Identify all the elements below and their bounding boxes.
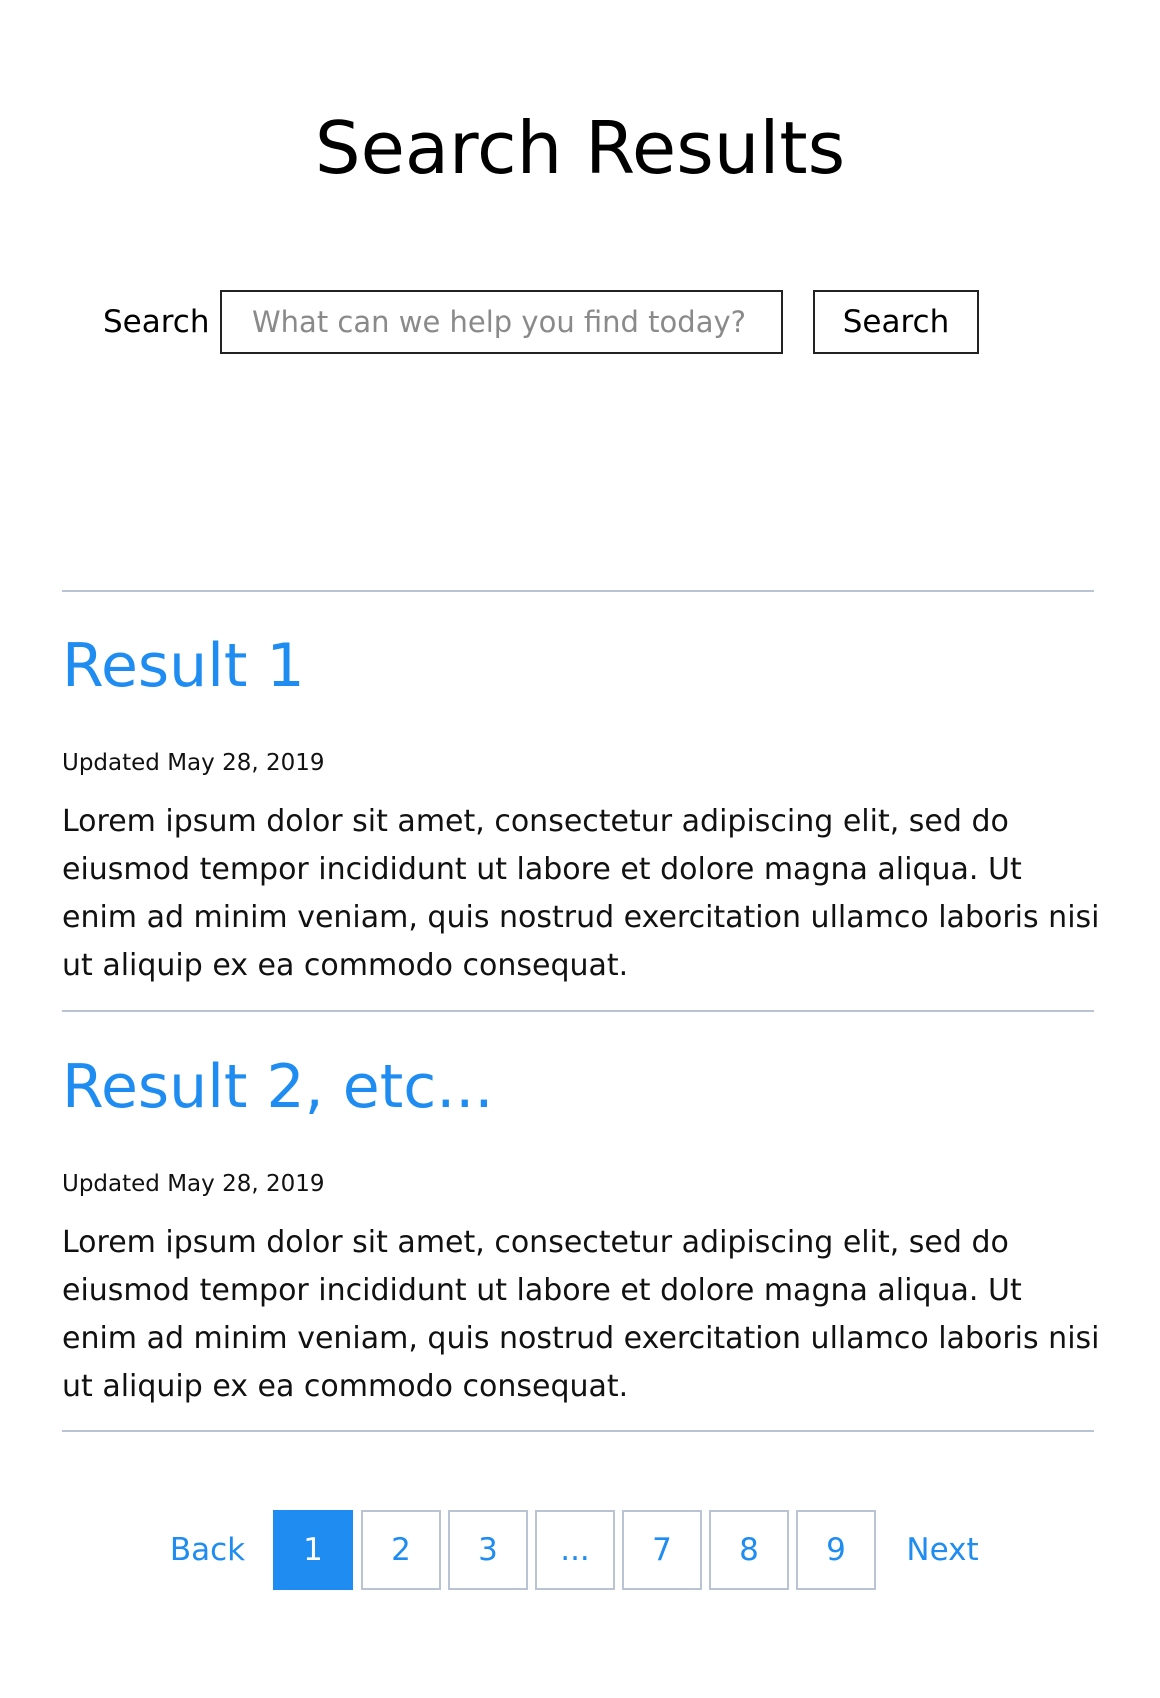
pagination-page-1[interactable]: 1 — [273, 1510, 353, 1590]
divider — [62, 1010, 1094, 1012]
search-input[interactable] — [220, 290, 783, 354]
search-label: Search — [103, 304, 210, 340]
result-snippet: Lorem ipsum dolor sit amet, consectetur adipiscing elit, sed do eiusmod tempor incididunt ut labore et dolore magna aliqua. Ut enim ad minim veniam, quis nostrud exercitation ullamco laboris nisi ut aliquip ex ea commodo consequat. — [62, 1225, 1100, 1404]
divider — [62, 1430, 1094, 1432]
page-title: Search Results — [314, 106, 846, 190]
pagination-page-7[interactable]: 7 — [622, 1510, 702, 1590]
result-date: Updated May 28, 2019 — [62, 1171, 325, 1197]
pagination-page-3[interactable]: 3 — [448, 1510, 528, 1590]
result-date: Updated May 28, 2019 — [62, 750, 325, 776]
pagination-next-link[interactable]: Next — [906, 1532, 979, 1568]
pagination-page-9[interactable]: 9 — [796, 1510, 876, 1590]
search-result — [62, 628, 1102, 990]
pagination-back-link[interactable]: Back — [169, 1532, 246, 1568]
search-form — [103, 290, 979, 354]
divider — [62, 590, 1094, 592]
search-button[interactable]: Search — [813, 290, 979, 354]
pagination-ellipsis[interactable]: ... — [535, 1510, 615, 1590]
result-snippet: Lorem ipsum dolor sit amet, consectetur adipiscing elit, sed do eiusmod tempor incididunt ut labore et dolore magna aliqua. Ut enim ad minim veniam, quis nostrud exercitation ullamco laboris nisi ut aliquip ex ea commodo consequat. — [62, 804, 1100, 983]
pagination — [0, 1510, 1160, 1590]
result-title-link[interactable]: Result 1 — [62, 631, 305, 701]
pagination-page-2[interactable]: 2 — [361, 1510, 441, 1590]
search-result — [62, 1049, 1102, 1411]
result-title-link[interactable]: Result 2, etc... — [62, 1052, 494, 1122]
pagination-page-8[interactable]: 8 — [709, 1510, 789, 1590]
